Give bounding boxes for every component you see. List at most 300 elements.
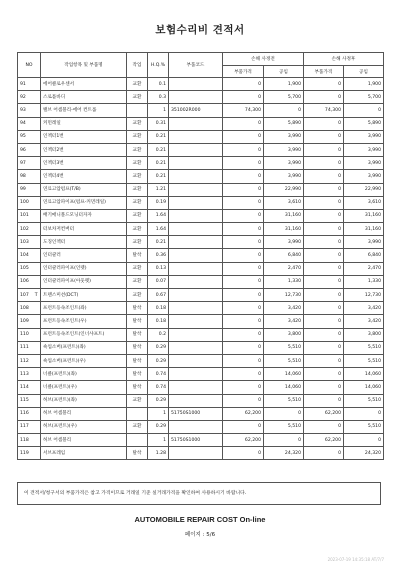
cell-no — [18, 223, 41, 236]
cell-work: 교환 — [127, 289, 148, 302]
cell-after-labor: 31,160 — [344, 209, 384, 222]
cell-after-parts: 0 — [304, 341, 344, 354]
cell-no — [18, 157, 41, 170]
cell-after-parts: 0 — [304, 236, 344, 249]
cell-after-parts: 74,300 — [304, 104, 344, 117]
cell-item: 허브 어셈블리 — [41, 434, 127, 447]
cell-no — [18, 91, 41, 104]
cell-work: 교환 — [127, 91, 148, 104]
cell-hq: 0.13 — [148, 262, 169, 275]
table-row — [18, 368, 384, 381]
cell-before-parts: 0 — [223, 157, 264, 170]
cell-no — [18, 341, 41, 354]
cell-work: 탈착 — [127, 354, 148, 367]
table-row — [18, 447, 384, 460]
cell-code: 351002R000 — [169, 104, 223, 117]
table-row — [18, 434, 384, 447]
cell-code — [169, 91, 223, 104]
table-row — [18, 183, 384, 196]
cell-hq: 0.36 — [148, 249, 169, 262]
cell-item: 쇽업소버(프런트)(우) — [41, 354, 127, 367]
cell-before-parts: 0 — [223, 91, 264, 104]
row-number: 107 — [20, 292, 29, 298]
cell-after-labor: 3,610 — [344, 196, 384, 209]
cell-before-labor: 3,990 — [264, 236, 304, 249]
table-row — [18, 170, 384, 183]
table-row — [18, 262, 384, 275]
table-row — [18, 354, 384, 367]
cell-before-parts: 0 — [223, 117, 264, 130]
cell-code — [169, 130, 223, 143]
table-row — [18, 407, 384, 420]
cell-before-parts: 0 — [223, 328, 264, 341]
cell-before-labor: 31,160 — [264, 209, 304, 222]
cell-item: 서브프레임 — [41, 447, 127, 460]
cell-code — [169, 196, 223, 209]
cell-no — [18, 434, 41, 447]
cell-after-parts: 0 — [304, 143, 344, 156]
disclaimer-note: 이 견적서/청구서의 부품가격은 참고 가격이므로 거래일 기준 실거래가격을 확인하여 사용하시기 바랍니다. — [17, 482, 381, 505]
cell-after-labor: 5,510 — [344, 394, 384, 407]
row-number: 119 — [20, 450, 29, 456]
cell-before-parts: 0 — [223, 394, 264, 407]
cell-hq: 1.64 — [148, 223, 169, 236]
header-code: 부품코드 — [169, 53, 223, 78]
cell-before-parts: 74,300 — [223, 104, 264, 117]
cell-work: 탈착 — [127, 302, 148, 315]
cell-before-parts: 0 — [223, 341, 264, 354]
table-row — [18, 381, 384, 394]
header-no: NO — [18, 53, 41, 78]
cell-item: 스로틀바디 — [41, 91, 127, 104]
table-row — [18, 289, 384, 302]
cell-work: 교환 — [127, 183, 148, 196]
cell-hq: 0.21 — [148, 157, 169, 170]
cell-before-labor: 12,730 — [264, 289, 304, 302]
cell-work: 탈착 — [127, 315, 148, 328]
cell-after-labor: 3,420 — [344, 302, 384, 315]
cell-hq: 0.21 — [148, 143, 169, 156]
cell-before-labor: 14,060 — [264, 381, 304, 394]
cell-item: 인터쿨러 — [41, 249, 127, 262]
cell-item: 허브(프런트)(우) — [41, 420, 127, 433]
cell-code — [169, 315, 223, 328]
cell-after-labor: 12,730 — [344, 289, 384, 302]
cell-work: 교환 — [127, 262, 148, 275]
cell-work: 탈착 — [127, 328, 148, 341]
row-number: 96 — [20, 147, 26, 153]
print-timestamp: 2023-07-19 14:35:18 AT/7/7 — [327, 557, 384, 562]
table-row — [18, 315, 384, 328]
cell-work: 교환 — [127, 275, 148, 288]
cell-before-labor: 5,890 — [264, 117, 304, 130]
cell-code — [169, 328, 223, 341]
header-after-labor: 공임 — [344, 66, 384, 78]
cell-before-labor: 3,990 — [264, 143, 304, 156]
table-row — [18, 91, 384, 104]
cell-before-parts: 0 — [223, 289, 264, 302]
cell-no — [18, 143, 41, 156]
cell-item: 도징인젝터 — [41, 236, 127, 249]
table-row — [18, 157, 384, 170]
cell-after-labor: 3,990 — [344, 157, 384, 170]
cell-code — [169, 275, 223, 288]
cell-no — [18, 354, 41, 367]
cell-code — [169, 262, 223, 275]
cell-before-parts: 0 — [223, 183, 264, 196]
header-work: 작업 — [127, 53, 148, 78]
cell-item: 터보차저컨버터 — [41, 223, 127, 236]
table-row — [18, 130, 384, 143]
cell-after-labor: 14,060 — [344, 381, 384, 394]
cell-before-labor: 5,510 — [264, 354, 304, 367]
cell-before-parts: 0 — [223, 196, 264, 209]
row-number: 95 — [20, 134, 26, 140]
cell-after-labor: 3,990 — [344, 236, 384, 249]
row-number: 112 — [20, 358, 29, 364]
table-row — [18, 117, 384, 130]
cell-work: 교환 — [127, 196, 148, 209]
cell-after-parts: 0 — [304, 78, 344, 91]
cell-item: 너클(프런트)(우) — [41, 381, 127, 394]
cell-before-labor: 31,160 — [264, 223, 304, 236]
cell-work: 탈착 — [127, 341, 148, 354]
cell-hq: 0.67 — [148, 289, 169, 302]
cell-before-labor: 3,990 — [264, 130, 304, 143]
cell-item: 인젝터2번 — [41, 143, 127, 156]
cell-after-parts: 0 — [304, 249, 344, 262]
cell-code — [169, 341, 223, 354]
cell-before-parts: 0 — [223, 143, 264, 156]
cell-code — [169, 209, 223, 222]
cell-code — [169, 354, 223, 367]
cell-hq: 0.29 — [148, 341, 169, 354]
cell-after-parts: 0 — [304, 209, 344, 222]
cell-code — [169, 117, 223, 130]
table-row — [18, 143, 384, 156]
cell-no — [18, 407, 41, 420]
cell-after-labor: 3,800 — [344, 328, 384, 341]
cell-after-parts: 0 — [304, 223, 344, 236]
cell-item: 프런트등속조인트(우) — [41, 315, 127, 328]
cell-hq: 1 — [148, 434, 169, 447]
cell-after-parts: 0 — [304, 289, 344, 302]
cell-after-labor: 5,510 — [344, 354, 384, 367]
cell-before-parts: 0 — [223, 354, 264, 367]
row-number: 103 — [20, 239, 29, 245]
cell-item: 프런트등속조인트(인너샤프트) — [41, 328, 127, 341]
cell-hq: 0.07 — [148, 275, 169, 288]
row-number: 106 — [20, 279, 29, 285]
cell-item: 커먼레일 — [41, 117, 127, 130]
cell-before-parts: 0 — [223, 130, 264, 143]
row-number: 93 — [20, 107, 26, 113]
cell-code — [169, 236, 223, 249]
cell-after-parts: 0 — [304, 130, 344, 143]
cell-before-labor: 5,700 — [264, 91, 304, 104]
cell-code — [169, 157, 223, 170]
cell-before-labor: 22,990 — [264, 183, 304, 196]
cell-work: 교환 — [127, 157, 148, 170]
page-number: 페이지 : 5/6 — [184, 532, 216, 538]
cell-before-labor: 24,320 — [264, 447, 304, 460]
cell-after-labor: 5,700 — [344, 91, 384, 104]
cell-work — [127, 434, 148, 447]
cell-code — [169, 183, 223, 196]
cell-before-parts: 0 — [223, 381, 264, 394]
cell-before-labor: 14,060 — [264, 368, 304, 381]
header-item: 작업항목 및 부품명 — [41, 53, 127, 78]
cell-before-parts: 0 — [223, 170, 264, 183]
cell-hq: 1 — [148, 407, 169, 420]
cell-after-parts: 0 — [304, 394, 344, 407]
header-before-labor: 공임 — [264, 66, 304, 78]
table-row — [18, 341, 384, 354]
cell-no — [18, 381, 41, 394]
cell-before-labor: 0 — [264, 407, 304, 420]
cell-before-labor: 0 — [264, 434, 304, 447]
cell-work: 교환 — [127, 143, 148, 156]
row-number: 117 — [20, 424, 29, 430]
cell-after-labor: 3,420 — [344, 315, 384, 328]
cell-code — [169, 368, 223, 381]
row-number: 104 — [20, 253, 29, 259]
header-after-group: 손해 사정후 — [304, 53, 384, 66]
cell-code — [169, 394, 223, 407]
cell-code — [169, 447, 223, 460]
table-row — [18, 104, 384, 117]
row-number: 111 — [20, 345, 29, 351]
cell-before-parts: 62,200 — [223, 407, 264, 420]
cell-no — [18, 117, 41, 130]
cell-no — [18, 420, 41, 433]
cell-item: 트랜스미션(DCT) — [41, 289, 127, 302]
row-number: 91 — [20, 81, 26, 87]
cell-hq: 0.21 — [148, 236, 169, 249]
row-number: 115 — [20, 398, 29, 404]
document-title: 보험수리비 견적서 — [155, 24, 245, 36]
cell-item: 쇽업소버(프런트)(좌) — [41, 341, 127, 354]
cell-after-parts: 0 — [304, 315, 344, 328]
footer-brand: AUTOMOBILE REPAIR COST On-line — [134, 515, 266, 524]
cell-after-parts: 0 — [304, 447, 344, 460]
cell-hq: 0.1 — [148, 78, 169, 91]
cell-work: 탈착 — [127, 381, 148, 394]
table-row — [18, 394, 384, 407]
cell-hq: 0.21 — [148, 170, 169, 183]
cell-no — [18, 183, 41, 196]
cell-after-parts: 0 — [304, 328, 344, 341]
cell-hq: 0.74 — [148, 368, 169, 381]
cell-work: 교환 — [127, 394, 148, 407]
row-number: 105 — [20, 266, 29, 272]
cell-hq: 0.74 — [148, 381, 169, 394]
table-row — [18, 223, 384, 236]
cell-after-labor: 1,330 — [344, 275, 384, 288]
header-hq: H.Q.% — [148, 53, 169, 78]
cell-work: 교환 — [127, 170, 148, 183]
cell-after-parts: 0 — [304, 117, 344, 130]
cell-no — [18, 78, 41, 91]
cell-after-labor: 3,990 — [344, 143, 384, 156]
cell-after-labor: 24,320 — [344, 447, 384, 460]
cell-after-parts: 0 — [304, 420, 344, 433]
row-number: 101 — [20, 213, 29, 219]
table-row — [18, 196, 384, 209]
cell-work — [127, 104, 148, 117]
cell-before-parts: 0 — [223, 368, 264, 381]
cell-after-labor: 5,510 — [344, 420, 384, 433]
cell-code — [169, 302, 223, 315]
cell-item: 인젝터1번 — [41, 130, 127, 143]
cell-work: 탈착 — [127, 447, 148, 460]
cell-before-labor: 3,420 — [264, 302, 304, 315]
estimate-table — [17, 52, 384, 460]
cell-no — [18, 104, 41, 117]
cell-after-labor: 3,990 — [344, 130, 384, 143]
cell-after-labor: 0 — [344, 407, 384, 420]
cell-after-parts: 62,200 — [304, 407, 344, 420]
cell-after-parts: 0 — [304, 157, 344, 170]
cell-before-labor: 3,800 — [264, 328, 304, 341]
cell-code: 51750S1000 — [169, 434, 223, 447]
row-number: 98 — [20, 173, 26, 179]
cell-hq: 0.2 — [148, 328, 169, 341]
cell-after-labor: 3,990 — [344, 170, 384, 183]
cell-item: 허브 어셈블리 — [41, 407, 127, 420]
cell-no — [18, 315, 41, 328]
cell-work: 교환 — [127, 130, 148, 143]
cell-after-parts: 0 — [304, 354, 344, 367]
cell-before-labor: 1,900 — [264, 78, 304, 91]
cell-item: 프런트등속조인트(좌) — [41, 302, 127, 315]
row-number: 116 — [20, 411, 29, 417]
cell-item: 배기매니폴드모닝터자자 — [41, 209, 127, 222]
cell-before-parts: 0 — [223, 420, 264, 433]
cell-code — [169, 143, 223, 156]
cell-after-parts: 0 — [304, 262, 344, 275]
cell-no — [18, 302, 41, 315]
cell-before-labor: 3,990 — [264, 157, 304, 170]
row-number: 94 — [20, 121, 26, 127]
cell-no — [18, 236, 41, 249]
cell-work: 교환 — [127, 209, 148, 222]
cell-after-parts: 0 — [304, 368, 344, 381]
cell-no — [18, 196, 41, 209]
row-number: 92 — [20, 94, 26, 100]
cell-before-labor: 1,330 — [264, 275, 304, 288]
cell-after-parts: 0 — [304, 91, 344, 104]
cell-before-parts: 0 — [223, 302, 264, 315]
cell-code — [169, 249, 223, 262]
row-number: 118 — [20, 437, 29, 443]
cell-before-labor: 5,510 — [264, 420, 304, 433]
cell-before-labor: 5,510 — [264, 394, 304, 407]
cell-code: 51750S1000 — [169, 407, 223, 420]
cell-before-labor: 0 — [264, 104, 304, 117]
cell-after-labor: 31,160 — [344, 223, 384, 236]
cell-after-labor: 1,900 — [344, 78, 384, 91]
cell-hq: 1.21 — [148, 183, 169, 196]
cell-before-labor: 2,470 — [264, 262, 304, 275]
cell-no — [18, 170, 41, 183]
cell-no — [18, 394, 41, 407]
cell-before-labor: 5,510 — [264, 341, 304, 354]
cell-item: 인젝터4번 — [41, 170, 127, 183]
cell-after-labor: 0 — [344, 434, 384, 447]
cell-item: 허브(프런트)(좌) — [41, 394, 127, 407]
row-number: 110 — [20, 332, 29, 338]
cell-no — [18, 289, 41, 302]
cell-item: 연료고압파이프(펌프-커먼레일) — [41, 196, 127, 209]
cell-work: 교환 — [127, 117, 148, 130]
cell-after-parts: 0 — [304, 302, 344, 315]
cell-after-labor: 22,990 — [344, 183, 384, 196]
cell-before-parts: 0 — [223, 209, 264, 222]
table-row — [18, 249, 384, 262]
cell-hq: 0.29 — [148, 354, 169, 367]
cell-before-parts: 0 — [223, 78, 264, 91]
table-row — [18, 275, 384, 288]
cell-work: 탈착 — [127, 368, 148, 381]
table-row — [18, 236, 384, 249]
cell-before-labor: 6,840 — [264, 249, 304, 262]
cell-no — [18, 249, 41, 262]
cell-work: 교환 — [127, 236, 148, 249]
cell-item: 에어클로우센서 — [41, 78, 127, 91]
cell-hq: 1.64 — [148, 209, 169, 222]
table-row — [18, 78, 384, 91]
cell-hq: 0.18 — [148, 315, 169, 328]
cell-item: 인터쿨러파이프(아웃렛) — [41, 275, 127, 288]
row-number: 109 — [20, 318, 29, 324]
row-number: 97 — [20, 160, 26, 166]
cell-after-parts: 0 — [304, 170, 344, 183]
cell-hq: 0.18 — [148, 302, 169, 315]
cell-before-parts: 0 — [223, 262, 264, 275]
cell-after-parts: 62,200 — [304, 434, 344, 447]
cell-before-parts: 0 — [223, 447, 264, 460]
header-before-parts: 부품가격 — [223, 66, 264, 78]
cell-before-labor: 3,610 — [264, 196, 304, 209]
cell-item: 너클(프런트)(좌) — [41, 368, 127, 381]
cell-item: 인젝터3번 — [41, 157, 127, 170]
cell-before-labor: 3,420 — [264, 315, 304, 328]
cell-code — [169, 170, 223, 183]
cell-hq: 0.3 — [148, 91, 169, 104]
cell-no — [18, 328, 41, 341]
cell-after-parts: 0 — [304, 196, 344, 209]
cell-before-parts: 0 — [223, 223, 264, 236]
cell-no — [18, 262, 41, 275]
cell-hq: 1 — [148, 104, 169, 117]
cell-after-parts: 0 — [304, 183, 344, 196]
row-number: 99 — [20, 187, 26, 193]
cell-after-labor: 0 — [344, 104, 384, 117]
row-number: 102 — [20, 226, 29, 232]
cell-hq: 1.28 — [148, 447, 169, 460]
cell-before-parts: 0 — [223, 249, 264, 262]
cell-after-labor: 5,510 — [344, 341, 384, 354]
row-number: 114 — [20, 384, 29, 390]
table-row — [18, 420, 384, 433]
cell-after-labor: 6,840 — [344, 249, 384, 262]
cell-before-parts: 0 — [223, 275, 264, 288]
cell-before-parts: 0 — [223, 315, 264, 328]
header-before-group: 손해 사정전 — [223, 53, 304, 66]
cell-item: 연료고압펌프(T/B) — [41, 183, 127, 196]
cell-no — [18, 447, 41, 460]
